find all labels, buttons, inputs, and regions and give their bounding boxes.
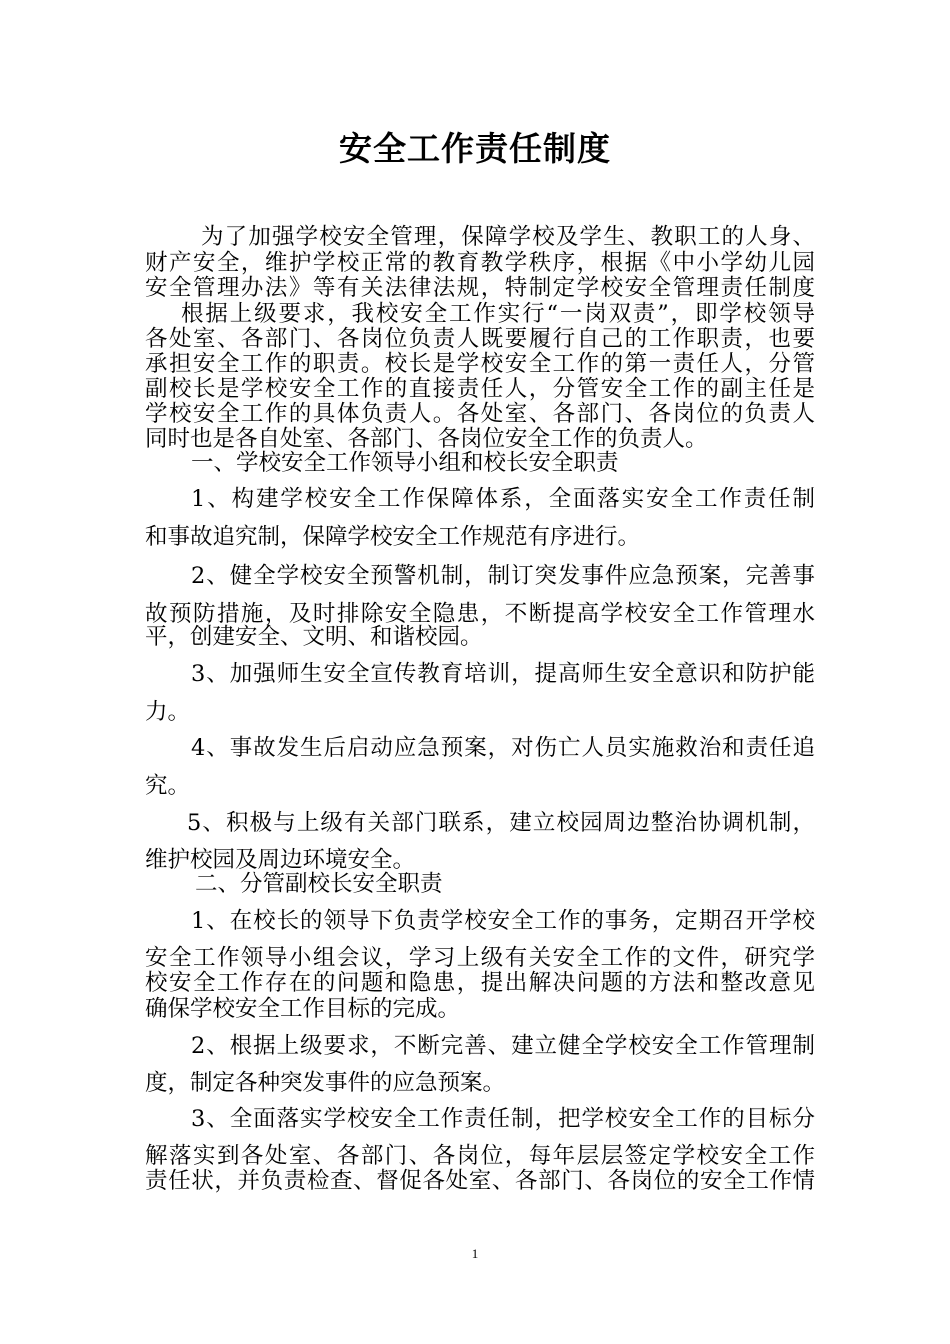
- paragraph-line: 承担安全工作的职责。校长是学校安全工作的第一责任人，分管: [145, 351, 815, 377]
- paragraph-line: 1、在校长的领导下负责学校安全工作的事务，定期召开学校: [191, 908, 815, 934]
- paragraph-line: 3、全面落实学校安全工作责任制，把学校安全工作的目标分: [191, 1106, 815, 1132]
- section-heading: 一、学校安全工作领导小组和校长安全职责: [191, 450, 619, 476]
- page-number: 1: [471, 1246, 479, 1261]
- paragraph-line: 学校安全工作的具体负责人。各处室、各部门、各岗位的负责人: [145, 401, 815, 427]
- paragraph-line: 平，创建安全、文明、和谐校园。: [145, 624, 483, 650]
- document-title: 安全工作责任制度: [339, 129, 611, 168]
- paragraph-line: 度，制定各种突发事件的应急预案。: [145, 1070, 506, 1096]
- paragraph-line: 各处室、各部门、各岗位负责人既要履行自己的工作职责，也要: [145, 326, 815, 352]
- paragraph-line: 解落实到各处室、各部门、各岗位，每年层层签定学校安全工作: [145, 1143, 815, 1169]
- paragraph-line: 安全工作领导小组会议，学习上级有关安全工作的文件，研究学: [145, 945, 815, 971]
- paragraph-line: 3、加强师生安全宣传教育培训，提高师生安全意识和防护能: [191, 661, 815, 687]
- paragraph-line: 安全管理办法》等有关法律法规，特制定学校安全管理责任制度: [145, 275, 815, 301]
- paragraph-line: 和事故追究制，保障学校安全工作规范有序进行。: [145, 524, 641, 550]
- paragraph-line: 副校长是学校安全工作的直接责任人，分管安全工作的副主任是: [145, 376, 815, 402]
- paragraph-line: 同时也是各自处室、各部门、各岗位安全工作的负责人。: [145, 426, 708, 452]
- paragraph-line: 校安全工作存在的问题和隐患，提出解决问题的方法和整改意见: [145, 970, 815, 996]
- paragraph-line: 责任状，并负责检查、督促各处室、各部门、各岗位的安全工作情: [145, 1168, 815, 1194]
- paragraph-line: 确保学校安全工作目标的完成。: [145, 996, 461, 1022]
- paragraph-line: 1、构建学校安全工作保障体系，全面落实安全工作责任制: [191, 486, 815, 512]
- paragraph-line: 5、积极与上级有关部门联系，建立校园周边整治协调机制，: [187, 810, 815, 836]
- paragraph-line: 维护校园及周边环境安全。: [145, 847, 416, 873]
- paragraph-line: 究。: [145, 773, 191, 799]
- paragraph-line: 财产安全，维护学校正常的教育教学秩序，根据《中小学幼儿园: [145, 250, 815, 276]
- paragraph-line: 2、健全学校安全预警机制，制订突发事件应急预案，完善事: [191, 563, 815, 589]
- paragraph-line: 故预防措施，及时排除安全隐患，不断提高学校安全工作管理水: [145, 601, 815, 627]
- paragraph-line: 为了加强学校安全管理，保障学校及学生、教职工的人身、: [201, 224, 815, 250]
- section-heading: 二、分管副校长安全职责: [195, 871, 443, 897]
- paragraph-line: 4、事故发生后启动应急预案，对伤亡人员实施救治和责任追: [191, 735, 815, 761]
- paragraph-line: 根据上级要求，我校安全工作实行“一岗双责”，即学校领导: [181, 301, 815, 327]
- paragraph-line: 力。: [145, 699, 191, 725]
- paragraph-line: 2、根据上级要求，不断完善、建立健全学校安全工作管理制: [191, 1033, 815, 1059]
